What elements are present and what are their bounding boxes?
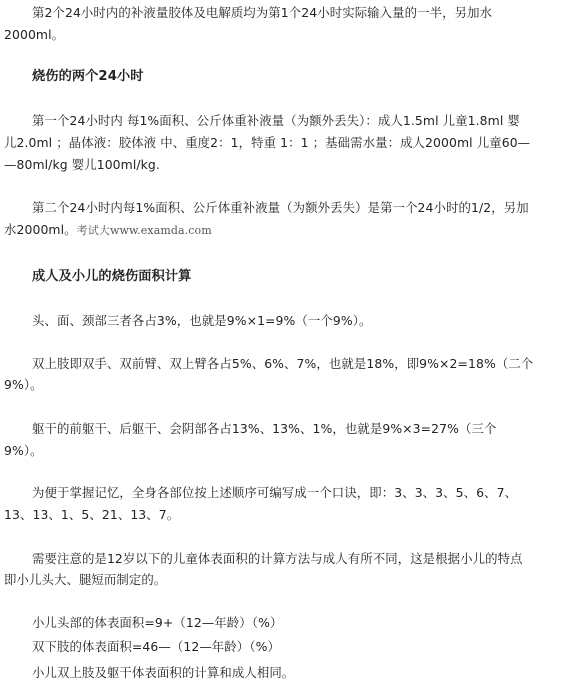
- paragraph-upper-limbs-line-2: 9%）。: [4, 377, 43, 392]
- source-watermark: 考试大www.examda.com: [76, 224, 212, 237]
- paragraph-children-line-1: 需要注意的是12岁以下的儿童体表面积的计算方法与成人有所不同，这是根据小儿的特点: [32, 551, 523, 566]
- paragraph-second-24h-line-1: 第二个24小时内每1%面积、公斤体重补液量（为额外丢失）是第一个24小时的1/2，另加: [32, 200, 529, 215]
- paragraph-second-24h-text: 水2000ml。: [4, 222, 77, 237]
- paragraph-child-head-formula: 小儿头部的体表面积=9+（12—年龄）（%）: [32, 615, 283, 630]
- paragraph-mnemonic-line-2: 13、13、1、5、21、13、7。: [4, 507, 180, 522]
- paragraph-first-24h-line-2: 儿2.0ml ；晶体液：胶体液 中、重度2：1，特重 1：1 ；基础需水量：成人2000ml 儿童60—: [4, 135, 531, 150]
- paragraph-upper-limbs-line-1: 双上肢即双手、双前臂、双上臂各占5%、6%、7%，也就是18%，即9%×2=18%（二个: [32, 356, 534, 371]
- paragraph-lower-limbs-formula: 双下肢的体表面积=46—（12—年龄）（%）: [32, 639, 280, 654]
- paragraph-first-24h-line-3: —80ml/kg 婴儿100ml/kg.: [4, 157, 160, 172]
- paragraph-second-day-line-2: 2000ml。: [4, 27, 65, 42]
- paragraph-children-line-2: 即小儿头大、腿短而制定的。: [4, 572, 167, 587]
- paragraph-first-24h-line-1: 第一个24小时内 每1%面积、公斤体重补液量（为额外丢失）：成人1.5ml 儿童1.8ml 婴: [32, 113, 520, 128]
- section-heading-two-24-hours: 烧伤的两个24小时: [32, 69, 144, 84]
- paragraph-mnemonic-line-1: 为便于掌握记忆，全身各部位按上述顺序可编写成一个口诀，即：3、3、3、5、6、7、: [32, 485, 518, 500]
- paragraph-child-upper-body: 小儿双上肢及躯干体表面积的计算和成人相同。: [32, 665, 295, 680]
- paragraph-head-area: 头、面、颈部三者各占3%，也就是9%×1=9%（一个9%）。: [32, 313, 372, 328]
- section-heading-area-calculation: 成人及小儿的烧伤面积计算: [32, 269, 192, 284]
- paragraph-trunk-line-1: 躯干的前躯干、后躯干、会阴部各占13%、13%、1%，也就是9%×3=27%（三个: [32, 421, 497, 436]
- paragraph-trunk-line-2: 9%）。: [4, 443, 43, 458]
- paragraph-second-24h-line-2: [4, 219, 579, 241]
- paragraph-second-day-line-1: 第2个24小时内的补液量胶体及电解质均为第1个24小时实际输入量的一半，另加水: [32, 5, 493, 20]
